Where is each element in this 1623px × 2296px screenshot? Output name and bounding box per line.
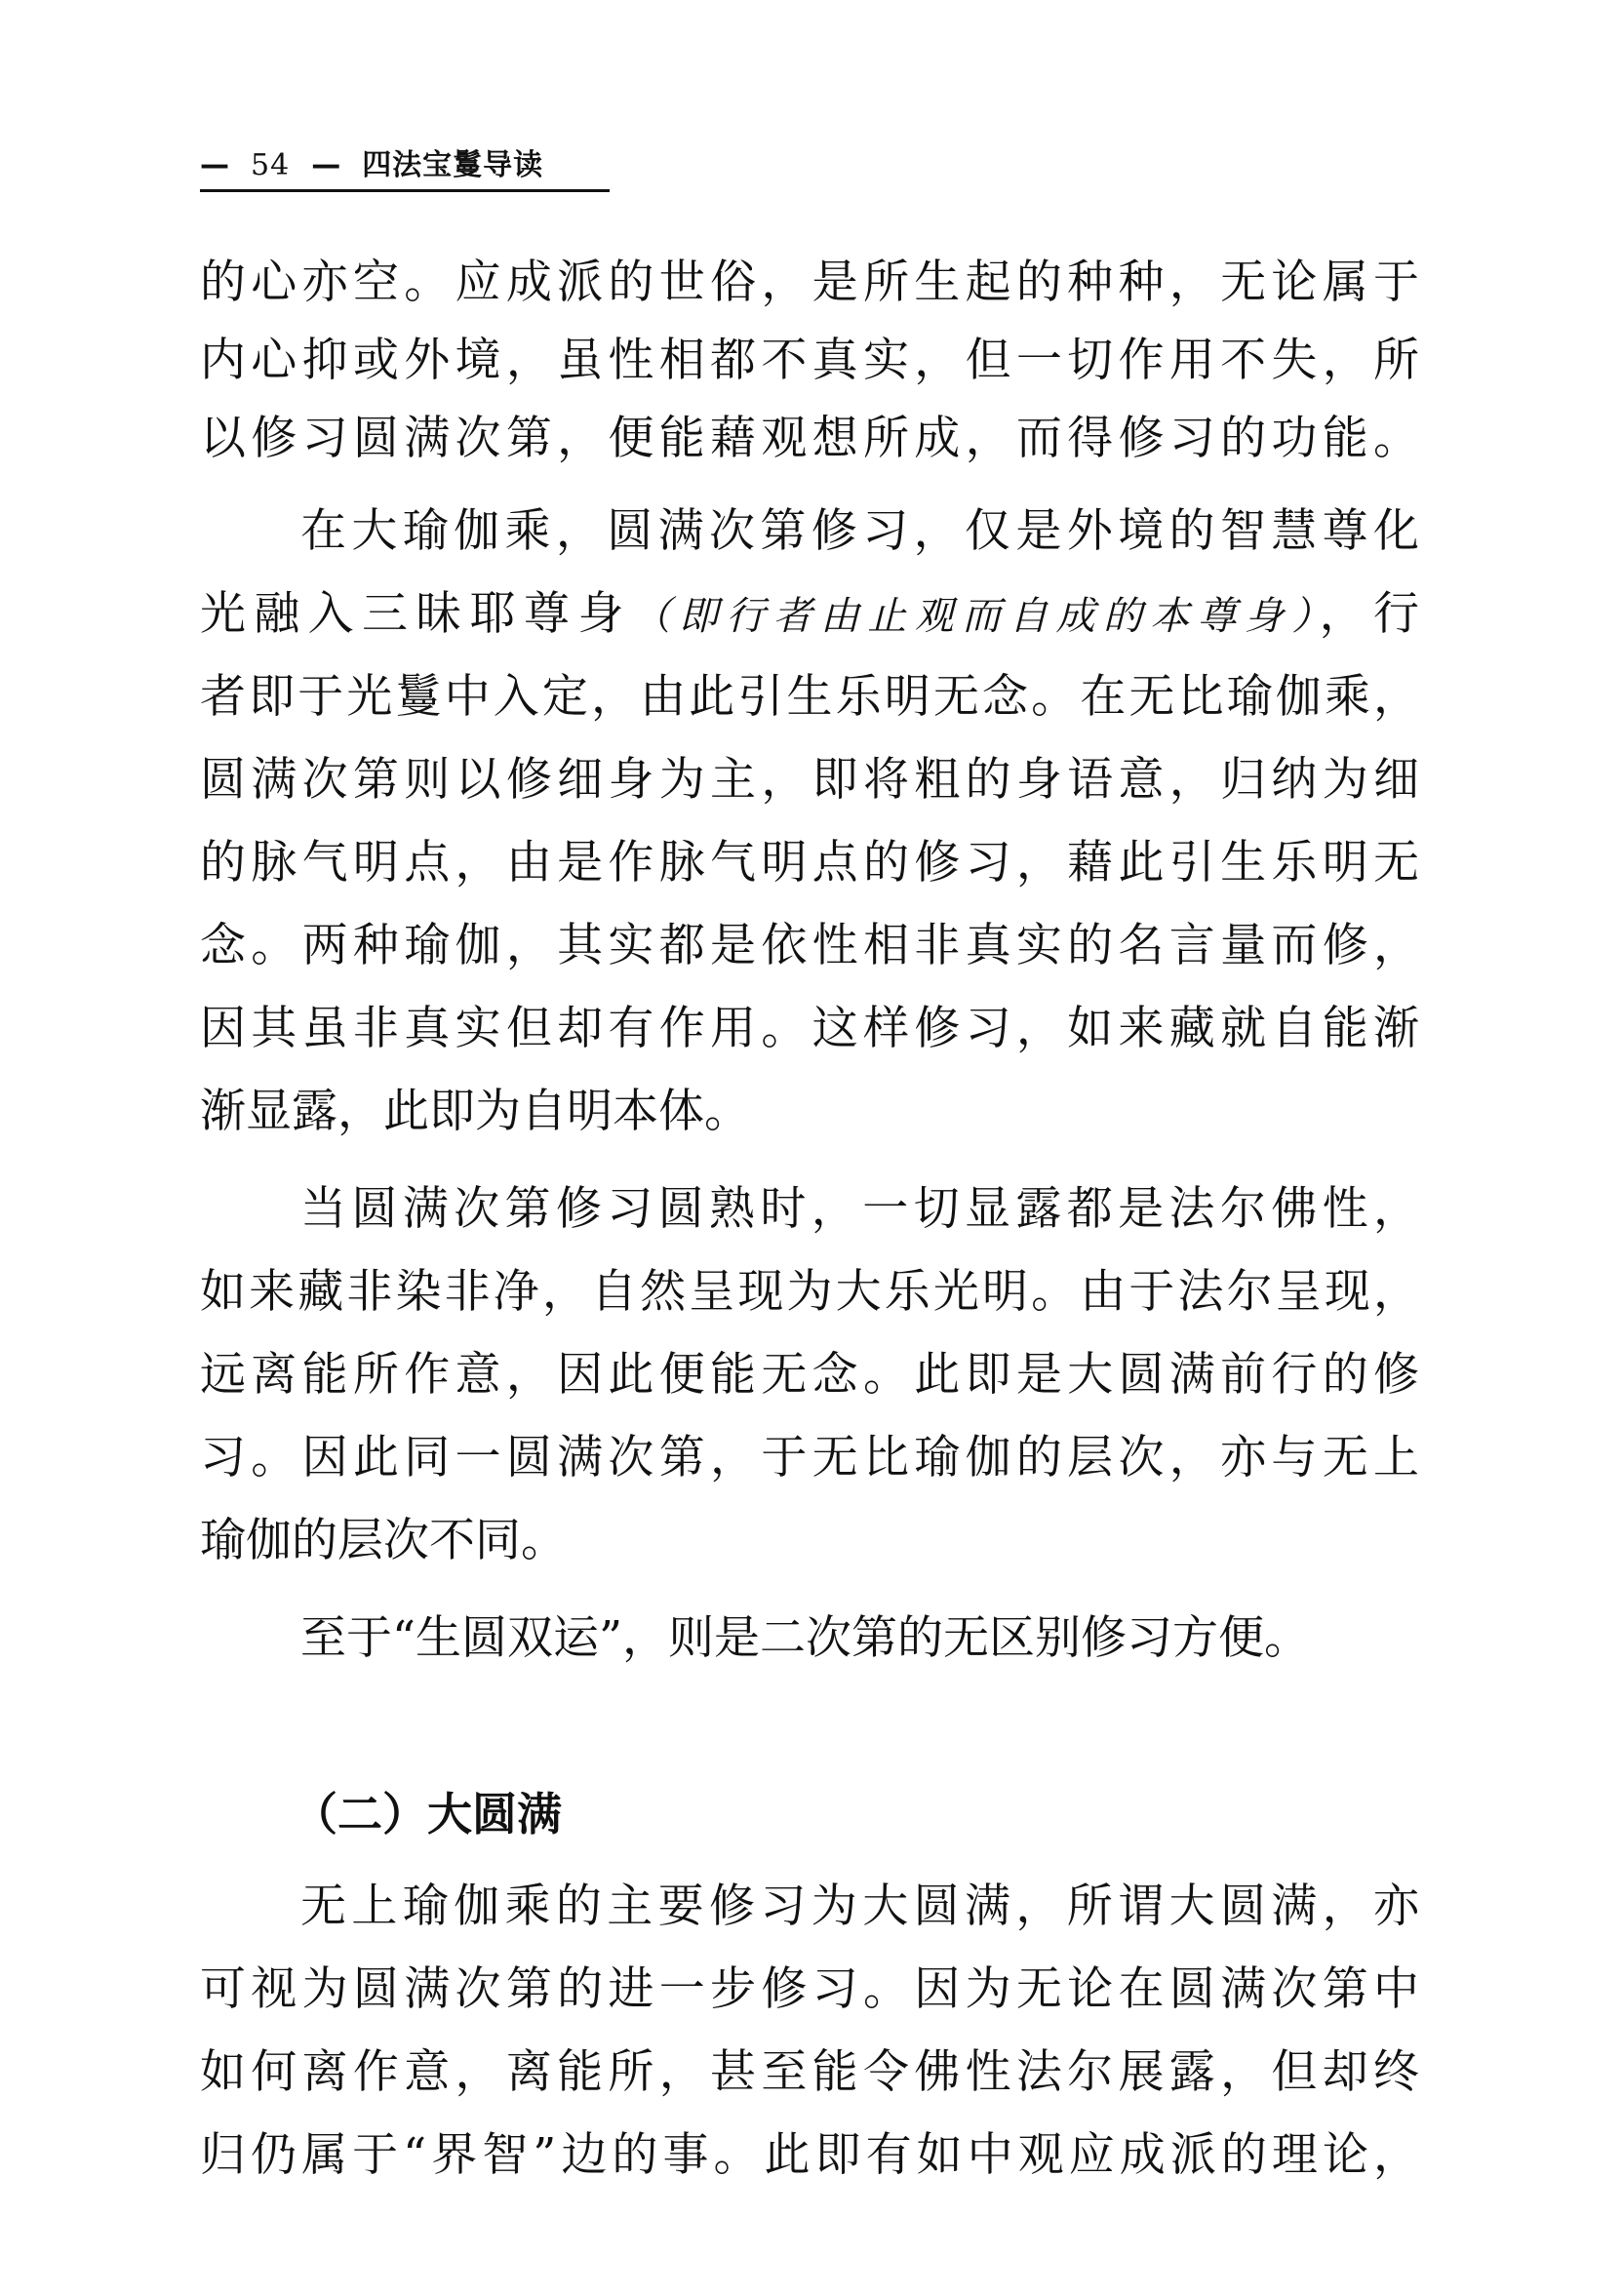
- para2-line6: 念。两种瑜伽，其实都是依性相非真实的名言量而修，: [200, 919, 1419, 972]
- para5-line2: 可视为圆满次第的进一步修习。因为无论在圆满次第中: [200, 1962, 1419, 2016]
- para1-line1: 的心亦空。应成派的世俗，是所生起的种种，无论属于: [200, 256, 1419, 309]
- para1-line2: 内心抑或外境，虽性相都不真实，但一切作用不失，所: [200, 334, 1419, 387]
- para5-line4: 归仍属于“界智”边的事。此即有如中观应成派的理论，: [200, 2128, 1419, 2182]
- para2-line2: [200, 575, 1419, 653]
- para3-line5: 瑜伽的层次不同。: [200, 1514, 567, 1567]
- para2-line4: 圆满次第则以修细身为主，即将粗的身语意，归纳为细: [200, 753, 1419, 807]
- running-header: [200, 146, 610, 192]
- header-dash-left: —: [200, 148, 230, 182]
- para2-line2-pre: 光融入三昧耶尊身: [200, 587, 632, 641]
- para2-line5: 的脉气明点，由是作脉气明点的修习，藉此引生乐明无: [200, 836, 1419, 890]
- para2-line7: 因其虽非真实但却有作用。这样修习，如来藏就自能渐: [200, 1002, 1419, 1055]
- para3-line2: 如来藏非染非净，自然呈现为大乐光明。由于法尔呈现，: [200, 1265, 1419, 1319]
- para4-line1: 至于“生圆双运”，则是二次第的无区别修习方便。: [300, 1611, 1311, 1665]
- para5-line1: 无上瑜伽乘的主要修习为大圆满，所谓大圆满，亦: [300, 1880, 1419, 1933]
- header-dash-right: —: [311, 148, 342, 182]
- para3-line4: 习。因此同一圆满次第，于无比瑜伽的层次，亦与无上: [200, 1431, 1419, 1484]
- page-number: 54: [251, 148, 291, 182]
- section-heading: （二）大圆满: [293, 1788, 562, 1841]
- book-title: 四法宝鬘导读: [362, 148, 544, 182]
- para3-line1: 当圆满次第修习圆熟时，一切显露都是法尔佛性，: [300, 1182, 1419, 1236]
- inline-note: （即行者由止观而自成的本尊身）: [631, 594, 1320, 639]
- para2-line2-post: ，行: [1319, 587, 1420, 641]
- para1-line3: 以修习圆满次第，便能藉观想所成，而得修习的功能。: [200, 412, 1419, 465]
- para5-line3: 如何离作意，离能所，甚至能令佛性法尔展露，但却终: [200, 2045, 1419, 2099]
- para3-line3: 远离能所作意，因此便能无念。此即是大圆满前行的修: [200, 1348, 1419, 1402]
- para2-line1: 在大瑜伽乘，圆满次第修习，仅是外境的智慧尊化: [300, 504, 1419, 558]
- para2-line3: 者即于光鬘中入定，由此引生乐明无念。在无比瑜伽乘，: [200, 670, 1419, 724]
- para2-line8: 渐显露，此即为自明本体。: [200, 1085, 750, 1138]
